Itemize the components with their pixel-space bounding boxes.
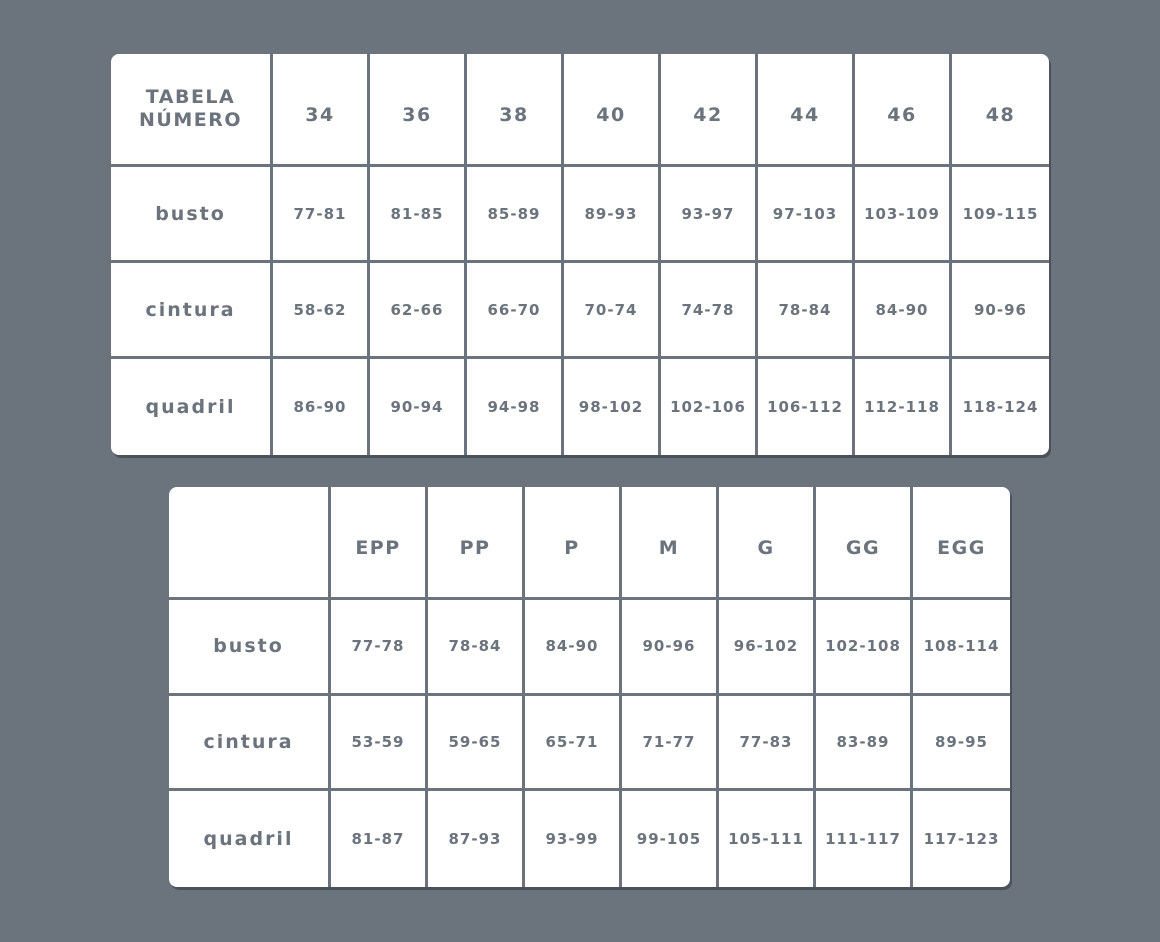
measurement-value-cell: 89-95	[913, 696, 1010, 792]
measurement-row-label: busto	[169, 600, 331, 696]
measurement-value-cell: 86-90	[273, 359, 370, 455]
measurement-row-label: busto	[111, 167, 273, 263]
measurement-value-cell: 58-62	[273, 263, 370, 359]
size-column-header: 48	[952, 54, 1049, 167]
size-column-header: PP	[428, 487, 525, 600]
measurement-value-cell: 78-84	[758, 263, 855, 359]
size-table-numeric	[111, 54, 1049, 455]
measurement-row-label: quadril	[111, 359, 273, 455]
measurement-value-cell: 99-105	[622, 791, 719, 887]
measurement-value-cell: 87-93	[428, 791, 525, 887]
measurement-row-label: cintura	[111, 263, 273, 359]
measurement-row-label: quadril	[169, 791, 331, 887]
size-column-header: 36	[370, 54, 467, 167]
measurement-value-cell: 84-90	[525, 600, 622, 696]
measurement-value-cell: 97-103	[758, 167, 855, 263]
measurement-value-cell: 89-93	[564, 167, 661, 263]
measurement-value-cell: 118-124	[962, 398, 1039, 416]
measurement-value-cell: 105-111	[719, 791, 816, 887]
measurement-value-cell: 81-85	[370, 167, 467, 263]
measurement-value-cell: 103-109	[855, 167, 952, 263]
measurement-value-cell: 90-96	[952, 263, 1049, 359]
measurement-value-cell: 93-99	[525, 791, 622, 887]
measurement-value-cell: 81-87	[331, 791, 428, 887]
size-column-header: 44	[758, 54, 855, 167]
size-column-header: 46	[855, 54, 952, 167]
measurement-value-cell: 78-84	[428, 600, 525, 696]
size-column-header: 34	[273, 54, 370, 167]
measurement-value-cell: 102-106	[661, 359, 758, 455]
measurement-value-cell: 59-65	[428, 696, 525, 792]
measurement-value-cell: 112-118	[855, 359, 952, 455]
measurement-value-cell: 77-81	[273, 167, 370, 263]
measurement-value-cell: 106-112	[758, 359, 855, 455]
size-column-header: EGG	[913, 487, 1010, 600]
measurement-value-cell: 85-89	[467, 167, 564, 263]
measurement-value-cell: 98-102	[564, 359, 661, 455]
measurement-value-cell: 102-108	[816, 600, 913, 696]
table-corner-label: TABELA NÚMERO	[111, 54, 273, 167]
table-corner-label	[169, 487, 331, 600]
measurement-value-cell: 108-114	[913, 600, 1010, 696]
measurement-value-cell: 83-89	[816, 696, 913, 792]
measurement-value-cell: 111-117	[816, 791, 913, 887]
measurement-value-cell: 65-71	[525, 696, 622, 792]
measurement-value-cell: 90-94	[370, 359, 467, 455]
size-column-header: G	[719, 487, 816, 600]
measurement-value-cell: 62-66	[370, 263, 467, 359]
measurement-value-cell: 84-90	[855, 263, 952, 359]
measurement-value-cell: 77-78	[331, 600, 428, 696]
measurement-value-cell: 71-77	[622, 696, 719, 792]
size-column-header: EPP	[331, 487, 428, 600]
measurement-value-cell: 53-59	[331, 696, 428, 792]
size-table-letter	[169, 487, 1010, 887]
measurement-value-cell: 93-97	[661, 167, 758, 263]
measurement-value-cell: 77-83	[719, 696, 816, 792]
size-column-header: 38	[467, 54, 564, 167]
size-column-header: 42	[661, 54, 758, 167]
measurement-value-cell: 109-115	[952, 167, 1049, 263]
measurement-value-cell: 117-123	[923, 830, 1000, 849]
measurement-value-cell: 90-96	[622, 600, 719, 696]
measurement-value-cell: 70-74	[564, 263, 661, 359]
measurement-value-cell: 66-70	[467, 263, 564, 359]
measurement-value-cell: 94-98	[467, 359, 564, 455]
measurement-value-cell: 96-102	[719, 600, 816, 696]
size-column-header: GG	[816, 487, 913, 600]
measurement-row-label: cintura	[169, 696, 331, 792]
size-column-header: P	[525, 487, 622, 600]
size-column-header: 40	[564, 54, 661, 167]
size-column-header: M	[622, 487, 719, 600]
measurement-value-cell: 74-78	[661, 263, 758, 359]
